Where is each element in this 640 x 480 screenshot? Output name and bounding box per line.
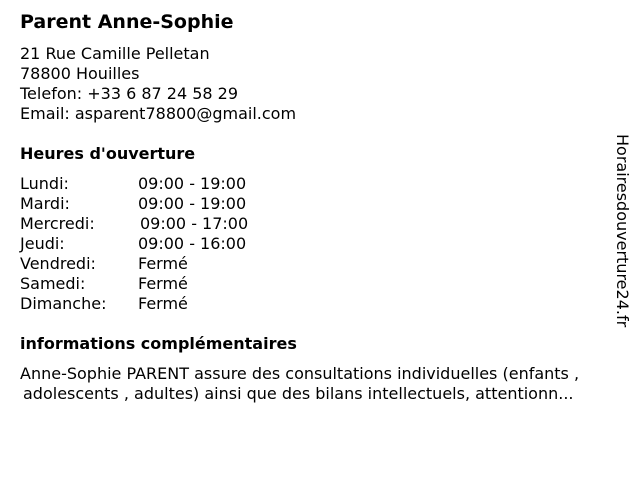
day-label: Samedi: <box>20 274 86 293</box>
hours-row-monday <box>20 174 280 194</box>
opening-hours-list <box>20 174 280 314</box>
hours-row-friday <box>20 254 280 274</box>
business-name: Parent Anne-Sophie <box>20 11 234 33</box>
contact-block <box>20 44 296 124</box>
description-line: adolescents , adultes) ainsi que des bilans intellectuels, attentionn... <box>23 384 574 403</box>
hours-row-sunday <box>20 294 280 314</box>
day-hours: 09:00 - 16:00 <box>138 234 247 253</box>
day-hours: Fermé <box>138 294 188 313</box>
day-label: Jeudi: <box>20 234 65 253</box>
hours-row-tuesday <box>20 194 280 214</box>
address-city: 78800 Houilles <box>20 64 140 83</box>
hours-row-saturday <box>20 274 280 294</box>
day-hours: 09:00 - 17:00 <box>140 214 249 233</box>
day-hours: 09:00 - 19:00 <box>138 174 247 193</box>
day-hours: Fermé <box>138 274 188 293</box>
day-label: Mercredi: <box>20 214 95 233</box>
day-label: Dimanche: <box>20 294 107 313</box>
hours-row-wednesday <box>20 214 280 234</box>
hours-row-thursday <box>20 234 280 254</box>
phone-number[interactable]: Telefon: +33 6 87 24 58 29 <box>20 84 239 103</box>
additional-info-title: informations complémentaires <box>20 334 297 353</box>
description-line: Anne-Sophie PARENT assure des consultations individuelles (enfants , <box>20 364 580 383</box>
opening-hours-title: Heures d'ouverture <box>20 144 196 163</box>
additional-info-text <box>20 364 630 404</box>
email-address[interactable]: Email: asparent78800@gmail.com <box>20 104 297 123</box>
day-label: Mardi: <box>20 194 70 213</box>
day-hours: 09:00 - 19:00 <box>138 194 247 213</box>
site-watermark: Horairesdouverture24.fr <box>613 134 632 328</box>
day-label: Vendredi: <box>20 254 96 273</box>
day-label: Lundi: <box>20 174 69 193</box>
day-hours: Fermé <box>138 254 188 273</box>
address-street: 21 Rue Camille Pelletan <box>20 44 210 63</box>
